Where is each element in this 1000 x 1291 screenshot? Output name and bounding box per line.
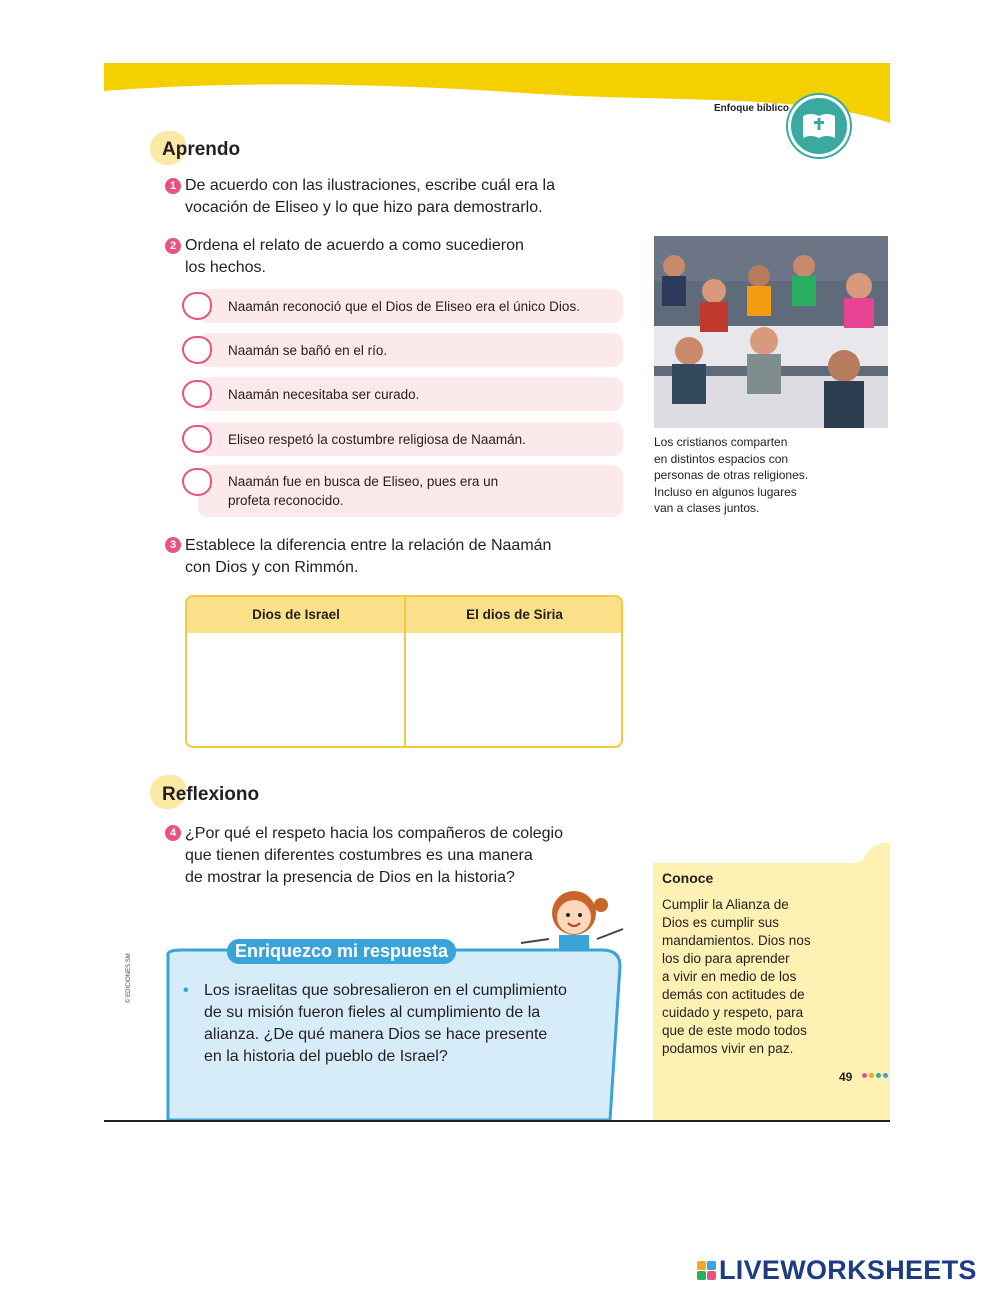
- order-item-text: Naamán se bañó en el río.: [228, 342, 388, 358]
- page-dots: [862, 1073, 890, 1078]
- question-1-line: vocación de Eliseo y lo que hizo para demostrarlo.: [185, 199, 543, 216]
- conoce-title: Conoce: [662, 870, 714, 886]
- order-answer-input[interactable]: [182, 425, 212, 453]
- question-2-line: Ordena el relato de acuerdo a como sucedieron: [185, 237, 524, 254]
- caption-line: van a clases juntos.: [654, 501, 760, 515]
- table-header-siria: El dios de Siria: [406, 597, 623, 633]
- classroom-photo: [654, 236, 888, 428]
- order-item: [198, 289, 623, 323]
- question-4-line: ¿Por qué el respeto hacia los compañeros de colegio: [185, 825, 563, 842]
- answer-box-title: Enriquezco mi respuesta: [227, 939, 456, 964]
- order-item: [198, 422, 623, 456]
- order-answer-input[interactable]: [182, 336, 212, 364]
- conoce-line: mandamientos. Dios nos: [662, 933, 811, 948]
- liveworksheets-logo[interactable]: [697, 1255, 977, 1286]
- answer-box-prompt: [204, 980, 604, 1068]
- liveworksheets-mark-icon: [697, 1261, 716, 1280]
- prompt-line: de su misión fueron fieles al cumplimiento de la: [204, 1004, 541, 1021]
- question-3: [185, 535, 551, 579]
- order-item: [198, 377, 623, 411]
- order-answer-input[interactable]: [182, 468, 212, 496]
- conoce-line: Cumplir la Alianza de: [662, 897, 789, 912]
- bullet-icon: •: [183, 982, 189, 999]
- question-1: [185, 175, 555, 219]
- question-number: 1: [165, 178, 181, 194]
- caption-line: personas de otras religiones.: [654, 468, 809, 482]
- prompt-line: alianza. ¿De qué manera Dios se hace presente: [204, 1026, 548, 1043]
- question-2-line: los hechos.: [185, 259, 266, 276]
- table-cell-siria[interactable]: [406, 633, 623, 748]
- prompt-line: en la historia del pueblo de Israel?: [204, 1048, 448, 1065]
- order-item: [198, 333, 623, 367]
- question-number: 4: [165, 825, 181, 841]
- prompt-line: Los israelitas que sobresalieron en el cumplimiento: [204, 982, 567, 999]
- section-tag: Enfoque bíblico: [714, 103, 789, 114]
- page-number: 49: [839, 1070, 853, 1084]
- copyright: © EDICIONES SM: [126, 953, 132, 1003]
- conoce-line: demás con actitudes de: [662, 987, 805, 1002]
- order-item-text: Naamán necesitaba ser curado.: [228, 386, 420, 402]
- conoce-line: los dio para aprender: [662, 951, 790, 966]
- question-3-line: Establece la diferencia entre la relación de Naamán: [185, 537, 552, 554]
- question-3-line: con Dios y con Rimmón.: [185, 559, 359, 576]
- question-4: [185, 823, 563, 889]
- order-item-text: Eliseo respetó la costumbre religiosa de Naamán.: [228, 431, 526, 447]
- conoce-line: Dios es cumplir sus: [662, 915, 780, 930]
- aprendo-title: Aprendo: [162, 139, 241, 160]
- caption-line: Incluso en algunos lugares: [654, 484, 797, 499]
- conoce-line: que de este modo todos: [662, 1023, 807, 1038]
- question-4-line: que tienen diferentes costumbres es una manera: [185, 847, 533, 864]
- question-1-line: De acuerdo con las ilustraciones, escribe cuál era la: [185, 177, 555, 194]
- table-header-israel: Dios de Israel: [187, 597, 405, 633]
- question-number: 2: [165, 238, 181, 254]
- order-answer-input[interactable]: [182, 292, 212, 320]
- order-answer-input[interactable]: [182, 380, 212, 408]
- order-item-line: Naamán fue en busca de Eliseo, pues era un: [228, 474, 499, 489]
- order-item: [198, 465, 623, 517]
- worksheet-page: [104, 63, 890, 1122]
- comparison-table: [185, 595, 623, 748]
- question-2: [185, 235, 524, 279]
- photo-caption: [654, 434, 844, 517]
- conoce-line: cuidado y respeto, para: [662, 1005, 804, 1020]
- order-item-line: profeta reconocido.: [228, 493, 344, 508]
- header-wave: [104, 63, 890, 123]
- conoce-line: podamos vivir en paz.: [662, 1041, 794, 1056]
- question-4-line: de mostrar la presencia de Dios en la historia?: [185, 869, 515, 886]
- question-number: 3: [165, 537, 181, 553]
- order-item-text: Naamán reconoció que el Dios de Eliseo era el único Dios.: [228, 298, 580, 314]
- caption-line: Los cristianos comparten: [654, 435, 788, 449]
- order-item-text: [228, 472, 498, 510]
- conoce-text: [662, 896, 837, 1058]
- caption-line: en distintos espacios con: [654, 451, 789, 466]
- conoce-line: a vivir en medio de los: [662, 969, 797, 984]
- girl-illustration: [519, 881, 627, 956]
- bible-icon: [788, 95, 850, 157]
- liveworksheets-text: LIVEWORKSHEETS: [719, 1255, 977, 1285]
- table-cell-israel[interactable]: [187, 633, 404, 748]
- reflexiono-title: Reflexiono: [162, 784, 260, 805]
